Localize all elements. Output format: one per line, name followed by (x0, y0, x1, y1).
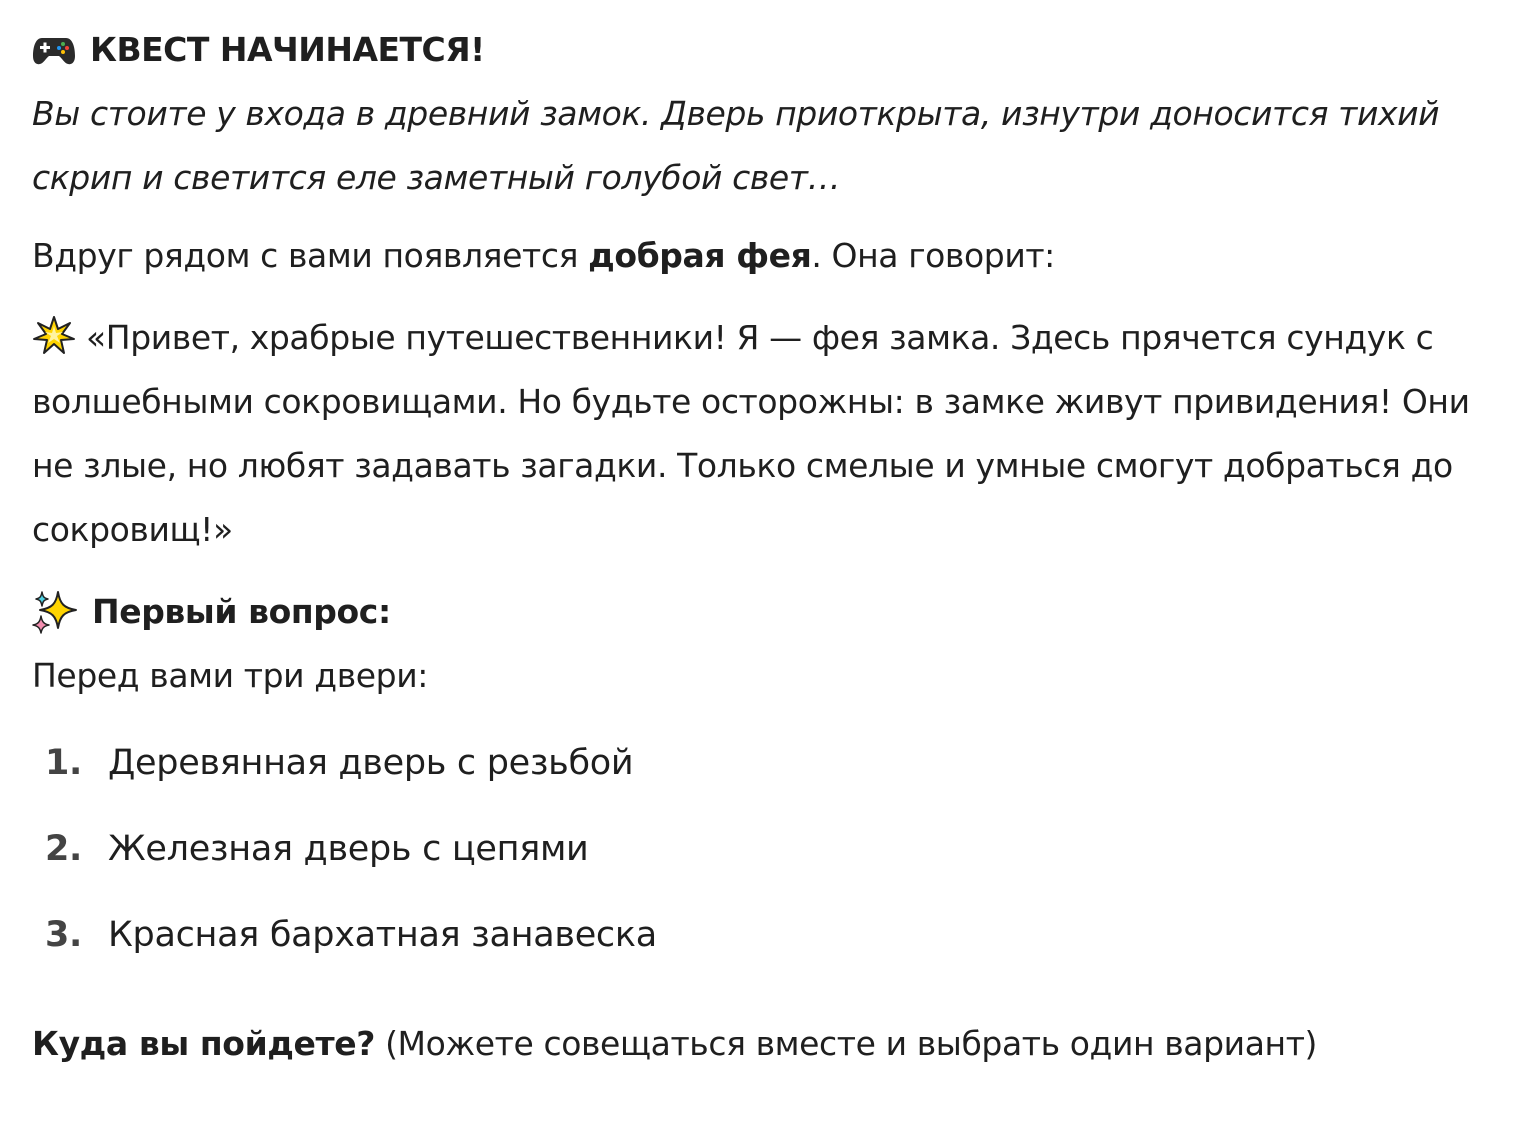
fairy-speech-text: «Привет, храбрые путешественники! Я — фея замка. Здесь прячется сундук с волшебными сокровищами. Но будьте осторожны: в замке живут привидения! Они не злые, но любят задавать загадки. Только смелые и умные смогут добраться до сокровищ!» (32, 318, 1470, 549)
door-option-label: Деревянная дверь с резьбой (108, 743, 634, 783)
list-item (32, 720, 1488, 806)
doors-list (32, 720, 1488, 978)
first-question-heading (32, 580, 1488, 644)
game-controller-icon (32, 34, 76, 66)
list-item (32, 806, 1488, 892)
door-option-label: Красная бархатная занавеска (108, 915, 657, 955)
sparkles-icon (32, 590, 78, 634)
door-option-label: Железная дверь с цепями (108, 829, 589, 869)
fairy-speech (32, 306, 1488, 562)
list-item (32, 892, 1488, 978)
list-number: 2. (44, 829, 82, 869)
quest-title-text: КВЕСТ НАЧИНАЕТСЯ! (90, 30, 485, 69)
list-number: 1. (44, 743, 82, 783)
fairy-intro-before: Вдруг рядом с вами появляется (32, 236, 589, 275)
intro-text: Вы стоите у входа в древний замок. Дверь приоткрыта, изнутри доносится тихий скрип и светится еле заметный голубой свет… (32, 94, 1440, 197)
final-question (32, 1012, 1488, 1076)
final-question-bold: Куда вы пойдете? (32, 1024, 375, 1063)
final-question-rest: (Можете совещаться вместе и выбрать один вариант) (374, 1024, 1318, 1063)
fairy-intro-bold: добрая фея (588, 236, 812, 275)
list-number: 3. (44, 915, 82, 955)
doors-prompt: Перед вами три двери: (32, 656, 428, 695)
glowing-star-icon (32, 315, 76, 355)
quest-title (32, 18, 1488, 82)
fairy-intro-after: . Она говорит: (811, 236, 1055, 275)
first-question-heading-text: Первый вопрос: (92, 592, 391, 631)
fairy-intro (32, 224, 1488, 288)
